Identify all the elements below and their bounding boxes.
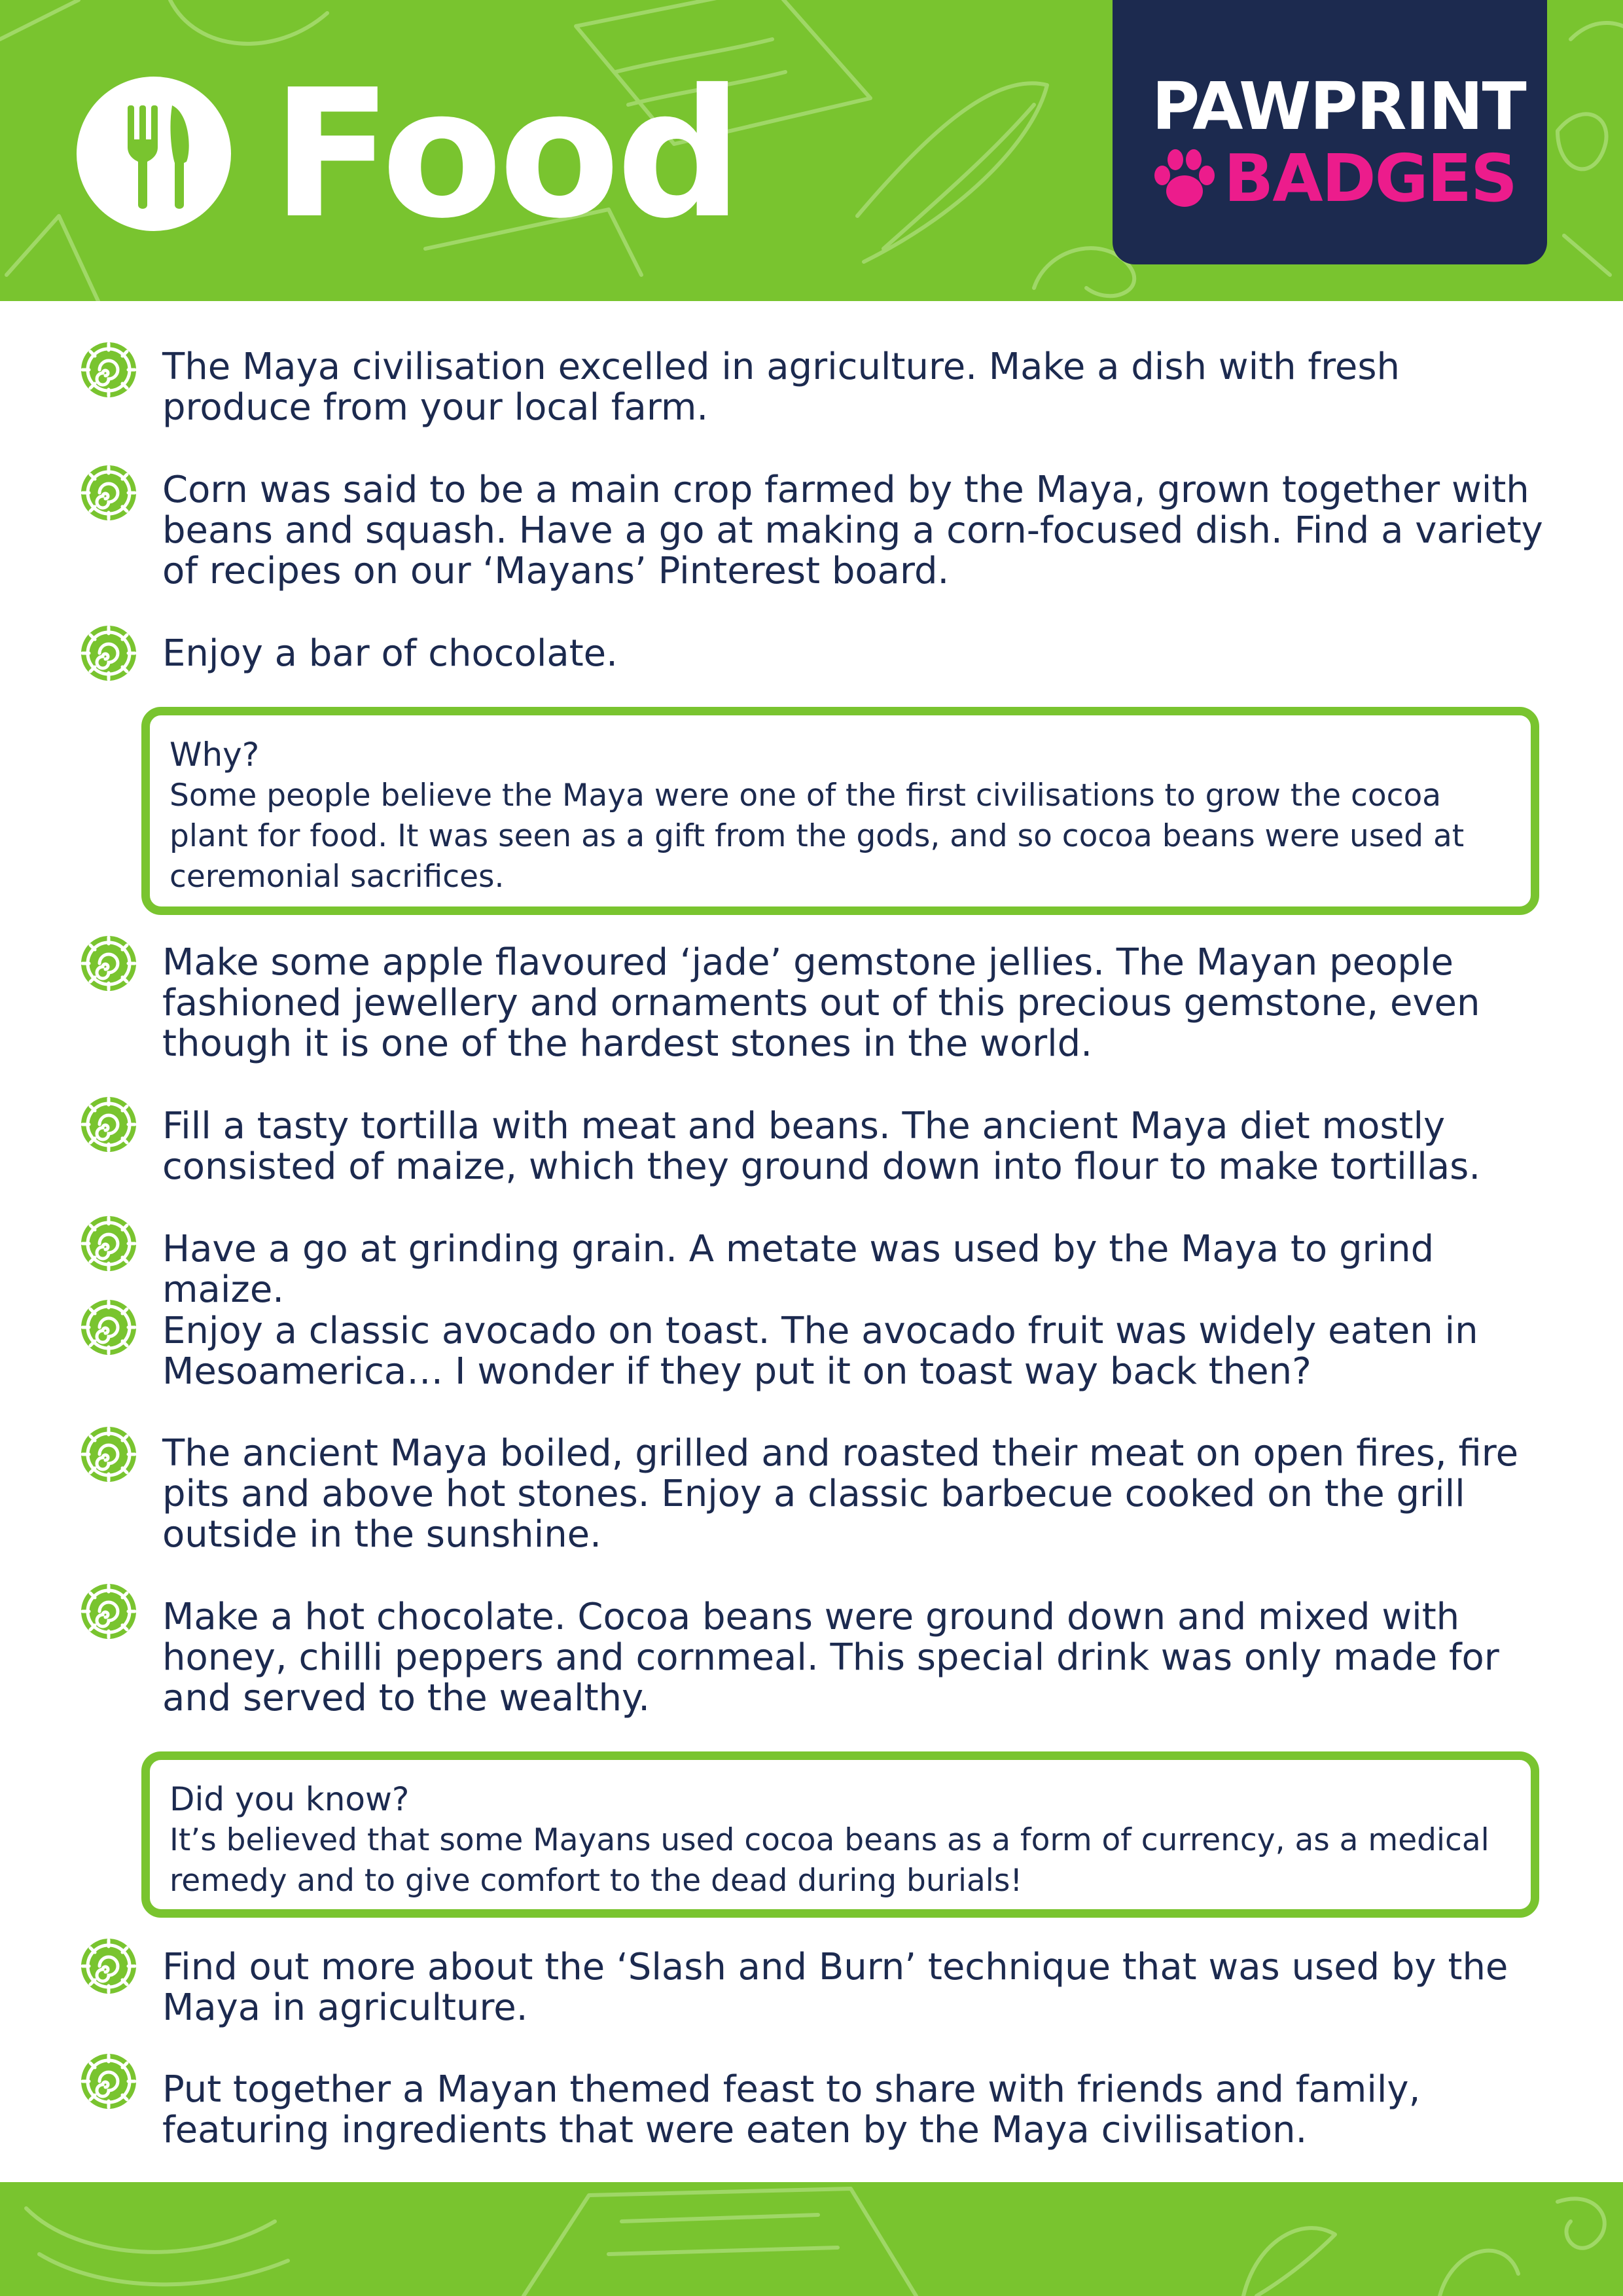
mayan-glyph-bullet-icon — [80, 1215, 137, 1272]
pawprint-badges-logo — [1113, 0, 1547, 264]
header-banner — [0, 0, 1623, 301]
activity-item-3: Enjoy a bar of chocolate. — [162, 632, 618, 675]
mayan-glyph-bullet-icon — [80, 2053, 137, 2110]
mayan-glyph-bullet-icon — [80, 935, 137, 992]
paw-print-icon — [1152, 148, 1217, 211]
footer-banner — [0, 2182, 1623, 2296]
activity-item-2: Corn was said to be a main crop farmed by the Maya, grown together with beans and squash. Have a go at making a corn-focused dish. Find a variety of recipes on our ‘Mayans’ Pinterest board. — [162, 469, 1543, 592]
mayan-glyph-bullet-icon — [80, 1426, 137, 1483]
activity-item-11: Put together a Mayan themed feast to share with friends and family, featuring ingredients that were eaten by the Maya civilisation. — [162, 2068, 1421, 2151]
doodle-pattern — [0, 2182, 1623, 2296]
why-callout-box — [141, 707, 1539, 915]
fork-knife-icon — [77, 77, 231, 231]
activity-item-10: Find out more about the ‘Slash and Burn’ technique that was used by the Maya in agriculture. — [162, 1946, 1508, 2029]
mayan-glyph-bullet-icon — [80, 1096, 137, 1153]
why-callout-text: Some people believe the Maya were one of the first civilisations to grow the cocoa plant for food. It was seen as a gift from the gods, and so cocoa beans were used at ceremonial sacrifices. — [169, 778, 1465, 895]
logo-text-badges: BADGES — [1224, 140, 1517, 217]
did-you-know-callout-title: Did you know? — [169, 1780, 410, 1818]
activity-item-6: Have a go at grinding grain. A metate was used by the Maya to grind maize. — [162, 1228, 1435, 1311]
why-callout-title: Why? — [169, 736, 260, 774]
activity-item-9: Make a hot chocolate. Cocoa beans were ground down and mixed with honey, chilli peppers and cornmeal. This special drink was only made for and served to the wealthy. — [162, 1596, 1499, 1719]
mayan-glyph-bullet-icon — [80, 1937, 137, 1995]
logo-text-pawprint: PAWPRINT — [1152, 68, 1525, 145]
activity-item-4: Make some apple flavoured ‘jade’ gemstone jellies. The Mayan people fashioned jewellery and ornaments out of this precious gemstone, even though it is one of the hardest stones in the world. — [162, 941, 1480, 1065]
did-you-know-callout-text: It’s believed that some Mayans used cocoa beans as a form of currency, as a medical remedy and to give comfort to the dead during burials! — [169, 1822, 1489, 1899]
mayan-glyph-bullet-icon — [80, 1299, 137, 1356]
mayan-glyph-bullet-icon — [80, 624, 137, 682]
activity-item-1: The Maya civilisation excelled in agriculture. Make a dish with fresh produce from your local farm. — [162, 346, 1400, 429]
mayan-glyph-bullet-icon — [80, 1583, 137, 1640]
activity-item-7: Enjoy a classic avocado on toast. The avocado fruit was widely eaten in Mesoamerica… I wonder if they put it on toast way back then? — [162, 1310, 1478, 1393]
page-title: Food — [272, 51, 739, 257]
mayan-glyph-bullet-icon — [80, 464, 137, 522]
mayan-glyph-bullet-icon — [80, 341, 137, 399]
activity-item-8: The ancient Maya boiled, grilled and roasted their meat on open fires, fire pits and above hot stones. Enjoy a classic barbecue cooked on the grill outside in the sunshine. — [162, 1432, 1519, 1556]
activity-item-5: Fill a tasty tortilla with meat and beans. The ancient Maya diet mostly consisted of maize, which they ground down into flour to make tortillas. — [162, 1105, 1481, 1188]
did-you-know-callout-box — [141, 1751, 1539, 1918]
